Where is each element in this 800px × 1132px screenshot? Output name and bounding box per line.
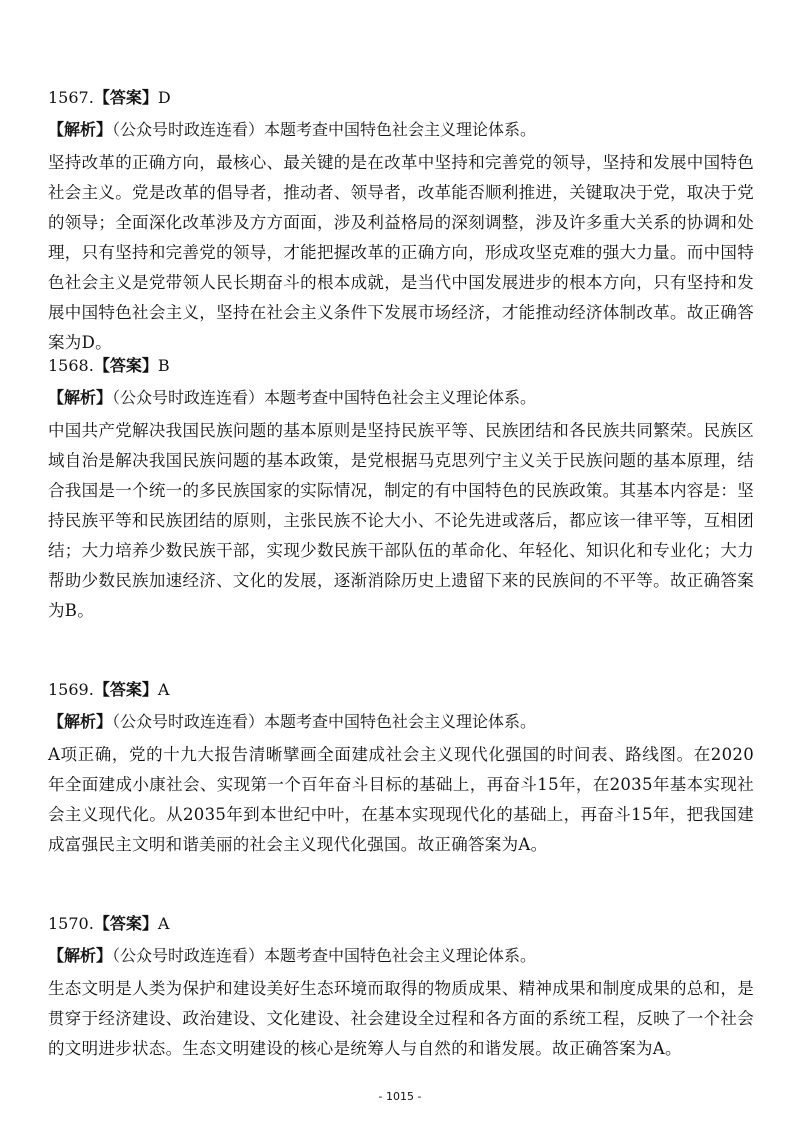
analysis-tag: 【解析】 xyxy=(48,388,113,407)
analysis-tag: 【解析】 xyxy=(48,120,113,139)
answer-label: 【答案】 xyxy=(93,914,158,933)
analysis-header xyxy=(48,388,754,408)
answer-header xyxy=(48,914,754,934)
answer-item-1569 xyxy=(48,680,754,860)
answer-label: 【答案】 xyxy=(93,88,158,107)
answer-label: 【答案】 xyxy=(93,680,158,699)
analysis-intro: （公众号时政连连看）本题考查中国特色社会主义理论体系。 xyxy=(112,120,537,139)
answer-value: A xyxy=(157,914,170,933)
question-number: 1569. xyxy=(48,680,94,699)
answer-value: B xyxy=(157,356,170,375)
question-number: 1568. xyxy=(48,356,94,375)
analysis-body: 生态文明是人类为保护和建设美好生态环境而取得的物质成果、精神成果和制度成果的总和，是贯穿于经济建设、政治建设、文化建设、社会建设全过程和各方面的系统工程，反映了一个社会的文明进步状态。生态文明建设的核心是统筹人与自然的和谐发展。故正确答案为A。 xyxy=(48,979,754,1058)
question-number: 1570. xyxy=(48,914,94,933)
answer-value: A xyxy=(157,680,170,699)
answer-item-1570 xyxy=(48,914,754,1064)
analysis-tag: 【解析】 xyxy=(48,712,113,731)
analysis-intro: （公众号时政连连看）本题考查中国特色社会主义理论体系。 xyxy=(112,388,537,407)
analysis-intro: （公众号时政连连看）本题考查中国特色社会主义理论体系。 xyxy=(112,946,537,965)
answer-item-1567 xyxy=(48,88,754,358)
answer-value: D xyxy=(157,88,171,107)
analysis-body: A项正确，党的十九大报告清晰擘画全面建成社会主义现代化强国的时间表、路线图。在2020年全面建成小康社会、实现第一个百年奋斗目标的基础上，再奋斗15年，在2035年基本实现社会主义现代化。从2035年到本世纪中叶，在基本实现现代化的基础上，再奋斗15年，把我国建成富强民主文明和谐美丽的社会主义现代化强国。故正确答案为A。 xyxy=(48,745,754,854)
analysis-body: 中国共产党解决我国民族问题的基本原则是坚持民族平等、民族团结和各民族共同繁荣。民族区域自治是解决我国民族问题的基本政策，是党根据马克思列宁主义关于民族问题的基本原理，结合我国是一个统一的多民族国家的实际情况，制定的有中国特色的民族政策。其基本内容是：坚持民族平等和民族团结的原则，主张民族不论大小、不论先进或落后，都应该一律平等，互相团结；大力培养少数民族干部，实现少数民族干部队伍的革命化、年轻化、知识化和专业化；大力帮助少数民族加速经济、文化的发展，逐渐消除历史上遗留下来的民族间的不平等。故正确答案为B。 xyxy=(48,421,754,620)
answer-label: 【答案】 xyxy=(93,356,158,375)
analysis-header xyxy=(48,946,754,966)
analysis-header xyxy=(48,712,754,732)
analysis-body: 坚持改革的正确方向，最核心、最关键的是在改革中坚持和完善党的领导，坚持和发展中国特色社会主义。党是改革的倡导者，推动者、领导者，改革能否顺利推进，关键取决于党，取决于党的领导；全面深化改革涉及方方面面，涉及利益格局的深刻调整，涉及许多重大关系的协调和处理，只有坚持和完善党的领导，才能把握改革的正确方向，形成攻坚克难的强大力量。而中国特色社会主义是党带领人民长期奋斗的根本成就，是当代中国发展进步的根本方向，只有坚持和发展中国特色社会主义，坚持在社会主义条件下发展市场经济，才能推动经济体制改革。故正确答案为D。 xyxy=(48,153,754,352)
answer-item-1568 xyxy=(48,356,754,626)
page-number: - 1015 - xyxy=(378,1090,422,1103)
answer-header xyxy=(48,680,754,700)
analysis-header xyxy=(48,120,754,140)
question-number: 1567. xyxy=(48,88,94,107)
answer-header xyxy=(48,356,754,376)
analysis-intro: （公众号时政连连看）本题考查中国特色社会主义理论体系。 xyxy=(112,712,537,731)
analysis-tag: 【解析】 xyxy=(48,946,113,965)
answer-header xyxy=(48,88,754,108)
